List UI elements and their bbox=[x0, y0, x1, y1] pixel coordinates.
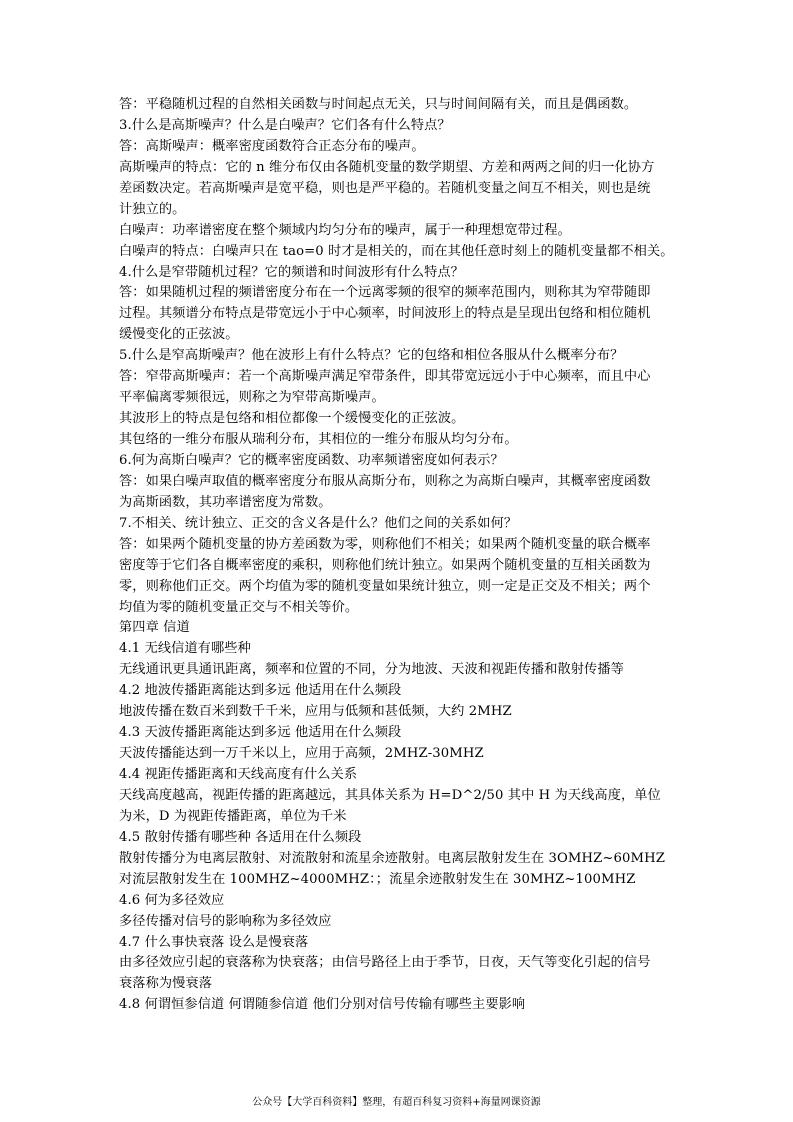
text-line: 白噪声：功率谱密度在整个频域内均匀分布的噪声，属于一种理想宽带过程。 bbox=[119, 222, 571, 238]
text-line: 多径传播对信号的影响称为多径效应 bbox=[119, 913, 332, 929]
text-line: 平率偏离零频很远，则称之为窄带高斯噪声。 bbox=[119, 390, 385, 406]
text-line: 答：平稳随机过程的自然相关函数与时间起点无关，只与时间间隔有关，而且是偶函数。 bbox=[119, 97, 638, 112]
text-line: 衰落称为慢衰落 bbox=[119, 976, 213, 992]
text-line: 密度等于它们各自概率密度的乘积，则称他们统计独立。如果两个随机变量的互相关函数为 bbox=[119, 557, 651, 573]
text-line: 无线通讯更具通讯距离，频率和位置的不同，分为地波、天波和视距传播和散射传播等 bbox=[119, 662, 624, 678]
chapter-heading: 第四章 信道 bbox=[119, 620, 190, 636]
question-heading: 4.2 地波传播距离能达到多远 他适用在什么频段 bbox=[119, 683, 402, 699]
text-line: 为高斯函数，其功率谱密度为常数。 bbox=[119, 494, 332, 510]
text-line: 地波传播在数百米到数千千米，应用与低频和甚低频，大约 2MHZ bbox=[119, 704, 512, 720]
question-heading: 4.6 何为多径效应 bbox=[119, 892, 225, 908]
text-line: 计独立的。 bbox=[119, 201, 186, 217]
text-line: 由多径效应引起的衰落称为快衰落；由信号路径上由于季节，日夜，天气等变化引起的信号 bbox=[119, 955, 651, 971]
text-line: 均值为零的随机变量正交与不相关等价。 bbox=[119, 599, 359, 615]
question-heading: 4.7 什么事快衰落 设么是慢衰落 bbox=[119, 934, 309, 950]
text-line: 对流层散射发生在 100MHZ~4000MHZ：；流星余迹散射发生在 30MHZ~100MHZ bbox=[119, 871, 636, 887]
question-heading: 4.8 何谓恒参信道 何谓随参信道 他们分别对信号传输有哪些主要影响 bbox=[119, 997, 526, 1013]
question-heading: 6.何为高斯白噪声？它的概率密度函数、功率频谱密度如何表示？ bbox=[119, 452, 504, 468]
question-heading: 7.不相关、统计独立、正交的含义各是什么？他们之间的关系如何？ bbox=[119, 515, 518, 531]
text-line: 其波形上的特点是包络和相位都像一个缓慢变化的正弦波。 bbox=[119, 411, 465, 427]
text-line: 天波传播能达到一万千米以上，应用于高频，2MHZ-30MHZ bbox=[119, 746, 484, 762]
text-line: 答：窄带高斯噪声：若一个高斯噪声满足窄带条件，即其带宽远远小于中心频率，而且中心 bbox=[119, 369, 651, 385]
question-heading: 4.什么是窄带随机过程？它的频谱和时间波形有什么特点？ bbox=[119, 264, 464, 280]
document-body bbox=[119, 95, 679, 1016]
text-line: 其包络的一维分布服从瑞利分布，其相位的一维分布服从均匀分布。 bbox=[119, 432, 518, 447]
text-line: 白噪声的特点：白噪声只在 tao=0 时才是相关的，而在其他任意时刻上的随机变量都不相关。 bbox=[119, 243, 674, 259]
text-line: 零，则称他们正交。两个均值为零的随机变量如果统计独立，则一定是正交及不相关；两个 bbox=[119, 578, 651, 594]
text-line: 答：如果随机过程的频谱密度分布在一个远离零频的很窄的频率范围内，则称其为窄带随即 bbox=[119, 285, 651, 301]
question-heading: 4.5 散射传播有哪些种 各适用在什么频段 bbox=[119, 829, 362, 845]
text-line: 为米，D 为视距传播距离，单位为千米 bbox=[119, 808, 347, 824]
text-line: 散射传播分为电离层散射、对流散射和流星余迹散射。电离层散射发生在 3OMHZ~60MHZ bbox=[119, 850, 665, 866]
question-heading: 3.什么是高斯噪声？什么是白噪声？它们各有什么特点？ bbox=[119, 117, 451, 133]
question-heading: 4.3 天波传播距离能达到多远 他适用在什么频段 bbox=[119, 725, 402, 741]
text-line: 高斯噪声的特点：它的 n 维分布仅由各随机变量的数学期望、方差和两两之间的归一化协方 bbox=[119, 159, 655, 175]
text-line: 差函数决定。若高斯噪声是宽平稳，则也是严平稳的。若随机变量之间互不相关，则也是统 bbox=[119, 180, 651, 196]
text-line: 答：如果白噪声取值的概率密度分布服从高斯分布，则称之为高斯白噪声，其概率密度函数 bbox=[119, 473, 651, 489]
question-heading: 5.什么是窄高斯噪声？他在波形上有什么特点？它的包络和相位各服从什么概率分布？ bbox=[119, 348, 624, 364]
question-heading: 4.4 视距传播距离和天线高度有什么关系 bbox=[119, 767, 358, 782]
text-line: 答：高斯噪声：概率密度函数符合正态分布的噪声。 bbox=[119, 138, 425, 154]
text-line: 缓慢变化的正弦波。 bbox=[119, 327, 239, 343]
text-line: 天线高度越高，视距传播的距离越远，其具体关系为 H=D^2/50 其中 H 为天线高度，单位 bbox=[119, 787, 661, 803]
text-line: 过程。其频谱分布特点是带宽远小于中心频率，时间波形上的特点是呈现出包络和相位随机 bbox=[119, 306, 651, 322]
page-footer: 公众号【大学百科资料】整理，有超百科复习资料+海量网课资源 bbox=[252, 1097, 541, 1108]
text-line: 答：如果两个随机变量的协方差函数为零，则称他们不相关；如果两个随机变量的联合概率 bbox=[119, 536, 651, 552]
question-heading: 4.1 无线信道有哪些种 bbox=[119, 641, 251, 657]
